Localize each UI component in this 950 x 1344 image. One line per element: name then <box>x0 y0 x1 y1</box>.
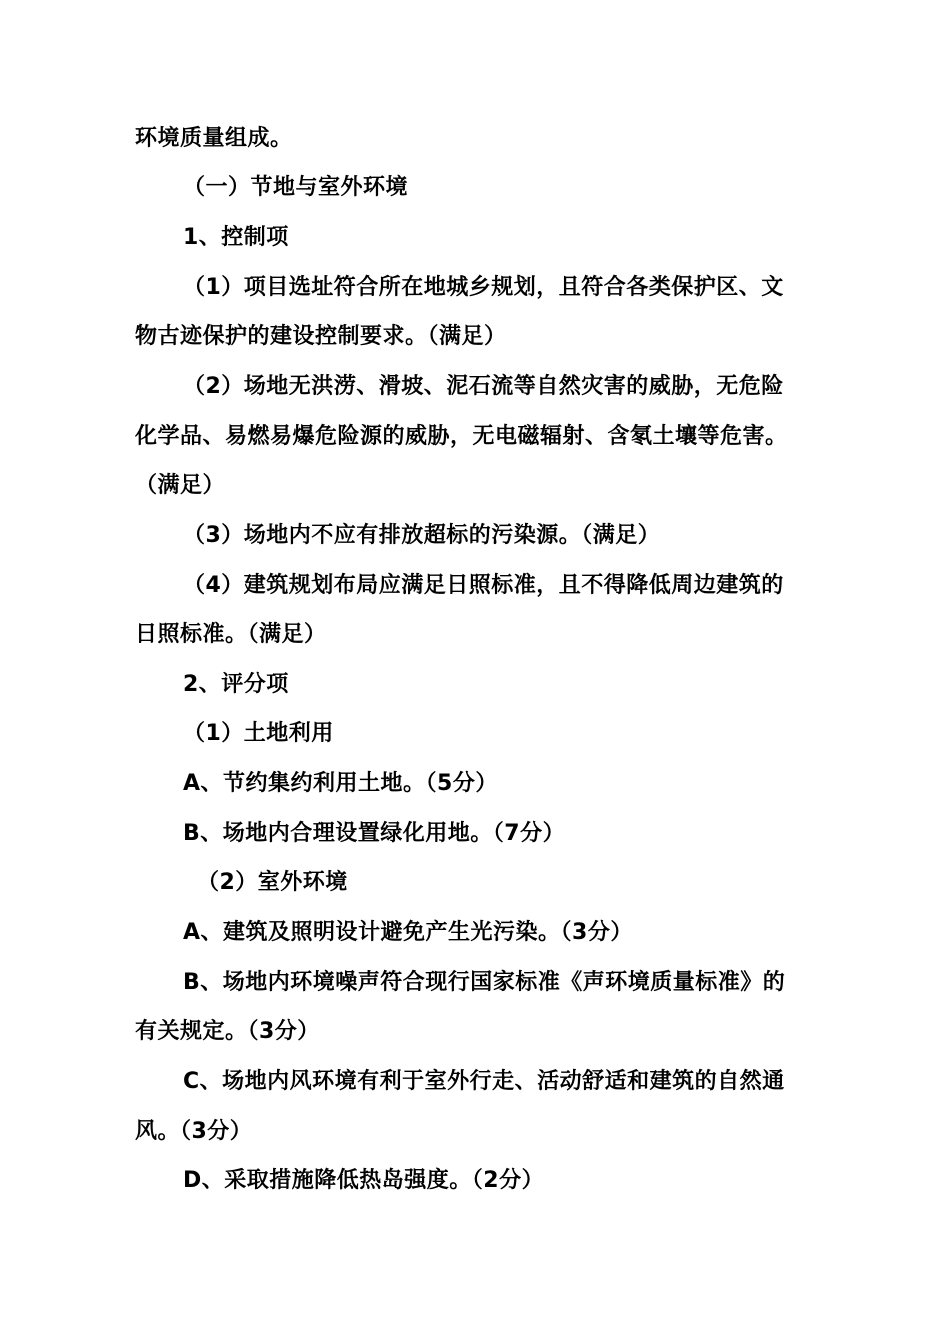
text-line: 有关规定。（3分） <box>135 1019 320 1044</box>
text-line: （1）土地利用 <box>183 721 334 746</box>
text-line: （3）场地内不应有排放超标的污染源。（满足） <box>183 523 661 548</box>
text-line: A、建筑及照明设计避免产生光污染。（3分） <box>183 920 633 945</box>
subsection-heading: 2、评分项 <box>183 672 289 697</box>
text-line: 日照标准。（满足） <box>135 622 327 647</box>
text-line: B、场地内合理设置绿化用地。（7分） <box>183 821 566 846</box>
text-line: B、场地内环境噪声符合现行国家标准《声环境质量标准》的 <box>183 970 786 995</box>
text-line: （4）建筑规划布局应满足日照标准，且不得降低周边建筑的 <box>183 573 784 598</box>
text-line: D、采取措施降低热岛强度。（2分） <box>183 1168 545 1193</box>
text-line: C、场地内风环境有利于室外行走、活动舒适和建筑的自然通 <box>183 1069 785 1094</box>
text-line: （1）项目选址符合所在地城乡规划，且符合各类保护区、文 <box>183 275 784 300</box>
section-heading: （一）节地与室外环境 <box>183 175 409 200</box>
subsection-heading: 1、控制项 <box>183 225 289 250</box>
text-line: 风。（3分） <box>135 1119 253 1144</box>
text-line: 化学品、易燃易爆危险源的威胁，无电磁辐射、含氡土壤等危害。 <box>135 424 788 449</box>
text-line: （满足） <box>135 473 226 498</box>
text-line: 物古迹保护的建设控制要求。（满足） <box>135 324 507 349</box>
text-line: （2）室外环境 <box>197 870 348 895</box>
text-line: A、节约集约利用土地。（5分） <box>183 771 498 796</box>
text-line: 环境质量组成。 <box>135 126 293 151</box>
text-line: （2）场地无洪涝、滑坡、泥石流等自然灾害的威胁，无危险 <box>183 374 784 399</box>
